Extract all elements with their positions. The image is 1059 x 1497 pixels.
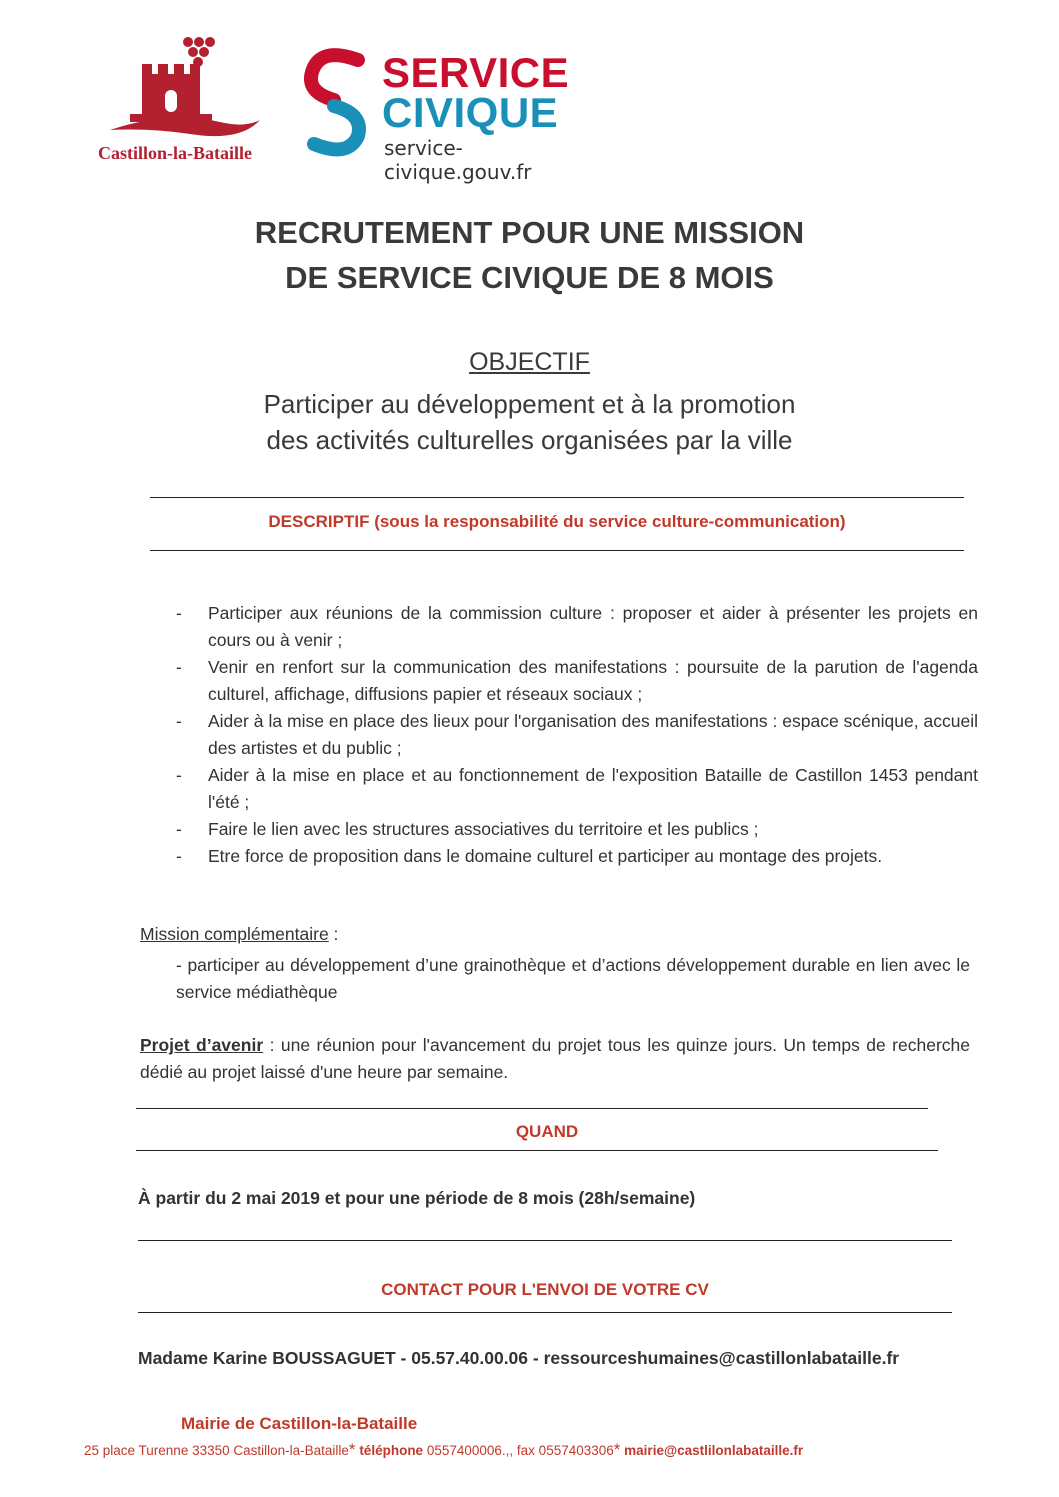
objectif-heading: OBJECTIF: [469, 348, 590, 376]
service-civique-logo: [300, 48, 600, 184]
list-item: - Venir en renfort sur la communication des manifestations : poursuite de la parution de l'agenda culturel, affichage, diffusions papier et réseaux sociaux ;: [172, 654, 978, 708]
footer-address: 25 place Turenne 33350 Castillon-la-Bataille: [84, 1443, 349, 1458]
footer-title: Mairie de Castillon-la-Bataille: [181, 1414, 418, 1433]
projet-avenir: [140, 1032, 970, 1086]
mission-complementaire-suffix: :: [328, 924, 339, 944]
service-civique-s-icon: [300, 48, 380, 158]
castillon-logo: [70, 30, 280, 165]
castle-icon: [70, 30, 280, 142]
footer-star: *: [348, 1440, 356, 1459]
mission-complementaire-text: - participer au développement d’une grainothèque et d’actions développement durable en lien avec le service médiathèque: [176, 955, 970, 1002]
projet-avenir-label: Projet d’avenir: [140, 1035, 264, 1055]
objectif-text: [0, 386, 1059, 458]
divider: [138, 1240, 952, 1241]
castillon-logo-text: Castillon-la-Bataille: [98, 143, 252, 163]
mission-complementaire-label: [140, 924, 338, 945]
contact-text: Madame Karine BOUSSAGUET - 05.57.40.00.06 - ressourceshumaines@castillonlabataille.fr: [138, 1348, 900, 1368]
list-item: - Participer aux réunions de la commission culture : proposer et aider à présenter les projets en cours ou à venir ;: [172, 600, 978, 654]
divider: [138, 1312, 952, 1313]
objectif-line-1: Participer au développement et à la promotion: [263, 389, 796, 419]
page-title: [0, 210, 1059, 300]
footer-phone-label: téléphone: [359, 1443, 424, 1458]
list-item: - Faire le lien avec les structures associatives du territoire et les publics ;: [172, 816, 978, 843]
divider: [136, 1150, 938, 1151]
footer-email: mairie@castlilonlabataille.fr: [624, 1443, 804, 1458]
divider: [136, 1108, 928, 1109]
objectif-line-2: des activités culturelles organisées par la ville: [266, 425, 793, 455]
quand-heading: QUAND: [515, 1122, 579, 1141]
service-civique-word-2: CIVIQUE: [382, 89, 559, 136]
quand-text: À partir du 2 mai 2019 et pour une période de 8 mois (28h/semaine): [138, 1188, 696, 1208]
footer-phone: 0557400006.,, fax 0557403306: [426, 1443, 614, 1458]
list-item: - Etre force de proposition dans le domaine culturel et participer au montage des projets.: [172, 843, 978, 870]
mission-complementaire-title: Mission complémentaire: [140, 924, 329, 944]
title-line-1: RECRUTEMENT POUR UNE MISSION: [254, 215, 805, 250]
footer-star: *: [613, 1440, 621, 1459]
contact-heading: CONTACT POUR L'ENVOI DE VOTRE CV: [381, 1280, 709, 1299]
footer-address-line: [84, 1440, 803, 1460]
service-civique-url: service-civique.gouv.fr: [384, 136, 532, 184]
divider: [150, 550, 964, 551]
projet-avenir-text: : une réunion pour l'avancement du projet tous les quinze jours. Un temps de recherche dédié au projet laissé d'une heure par semaine.: [140, 1035, 970, 1082]
service-civique-word-1: SERVICE: [382, 49, 570, 96]
descriptif-heading: DESCRIPTIF (sous la responsabilité du service culture-communication): [268, 512, 846, 531]
title-line-2: DE SERVICE CIVIQUE DE 8 MOIS: [285, 260, 774, 295]
divider: [150, 497, 964, 498]
list-item: - Aider à la mise en place des lieux pour l'organisation des manifestations : espace scénique, accueil des artistes et du public ;: [172, 708, 978, 762]
list-item: - Aider à la mise en place et au fonctionnement de l'exposition Bataille de Castillon 1453 pendant l'été ;: [172, 762, 978, 816]
descriptif-list: [172, 600, 978, 870]
